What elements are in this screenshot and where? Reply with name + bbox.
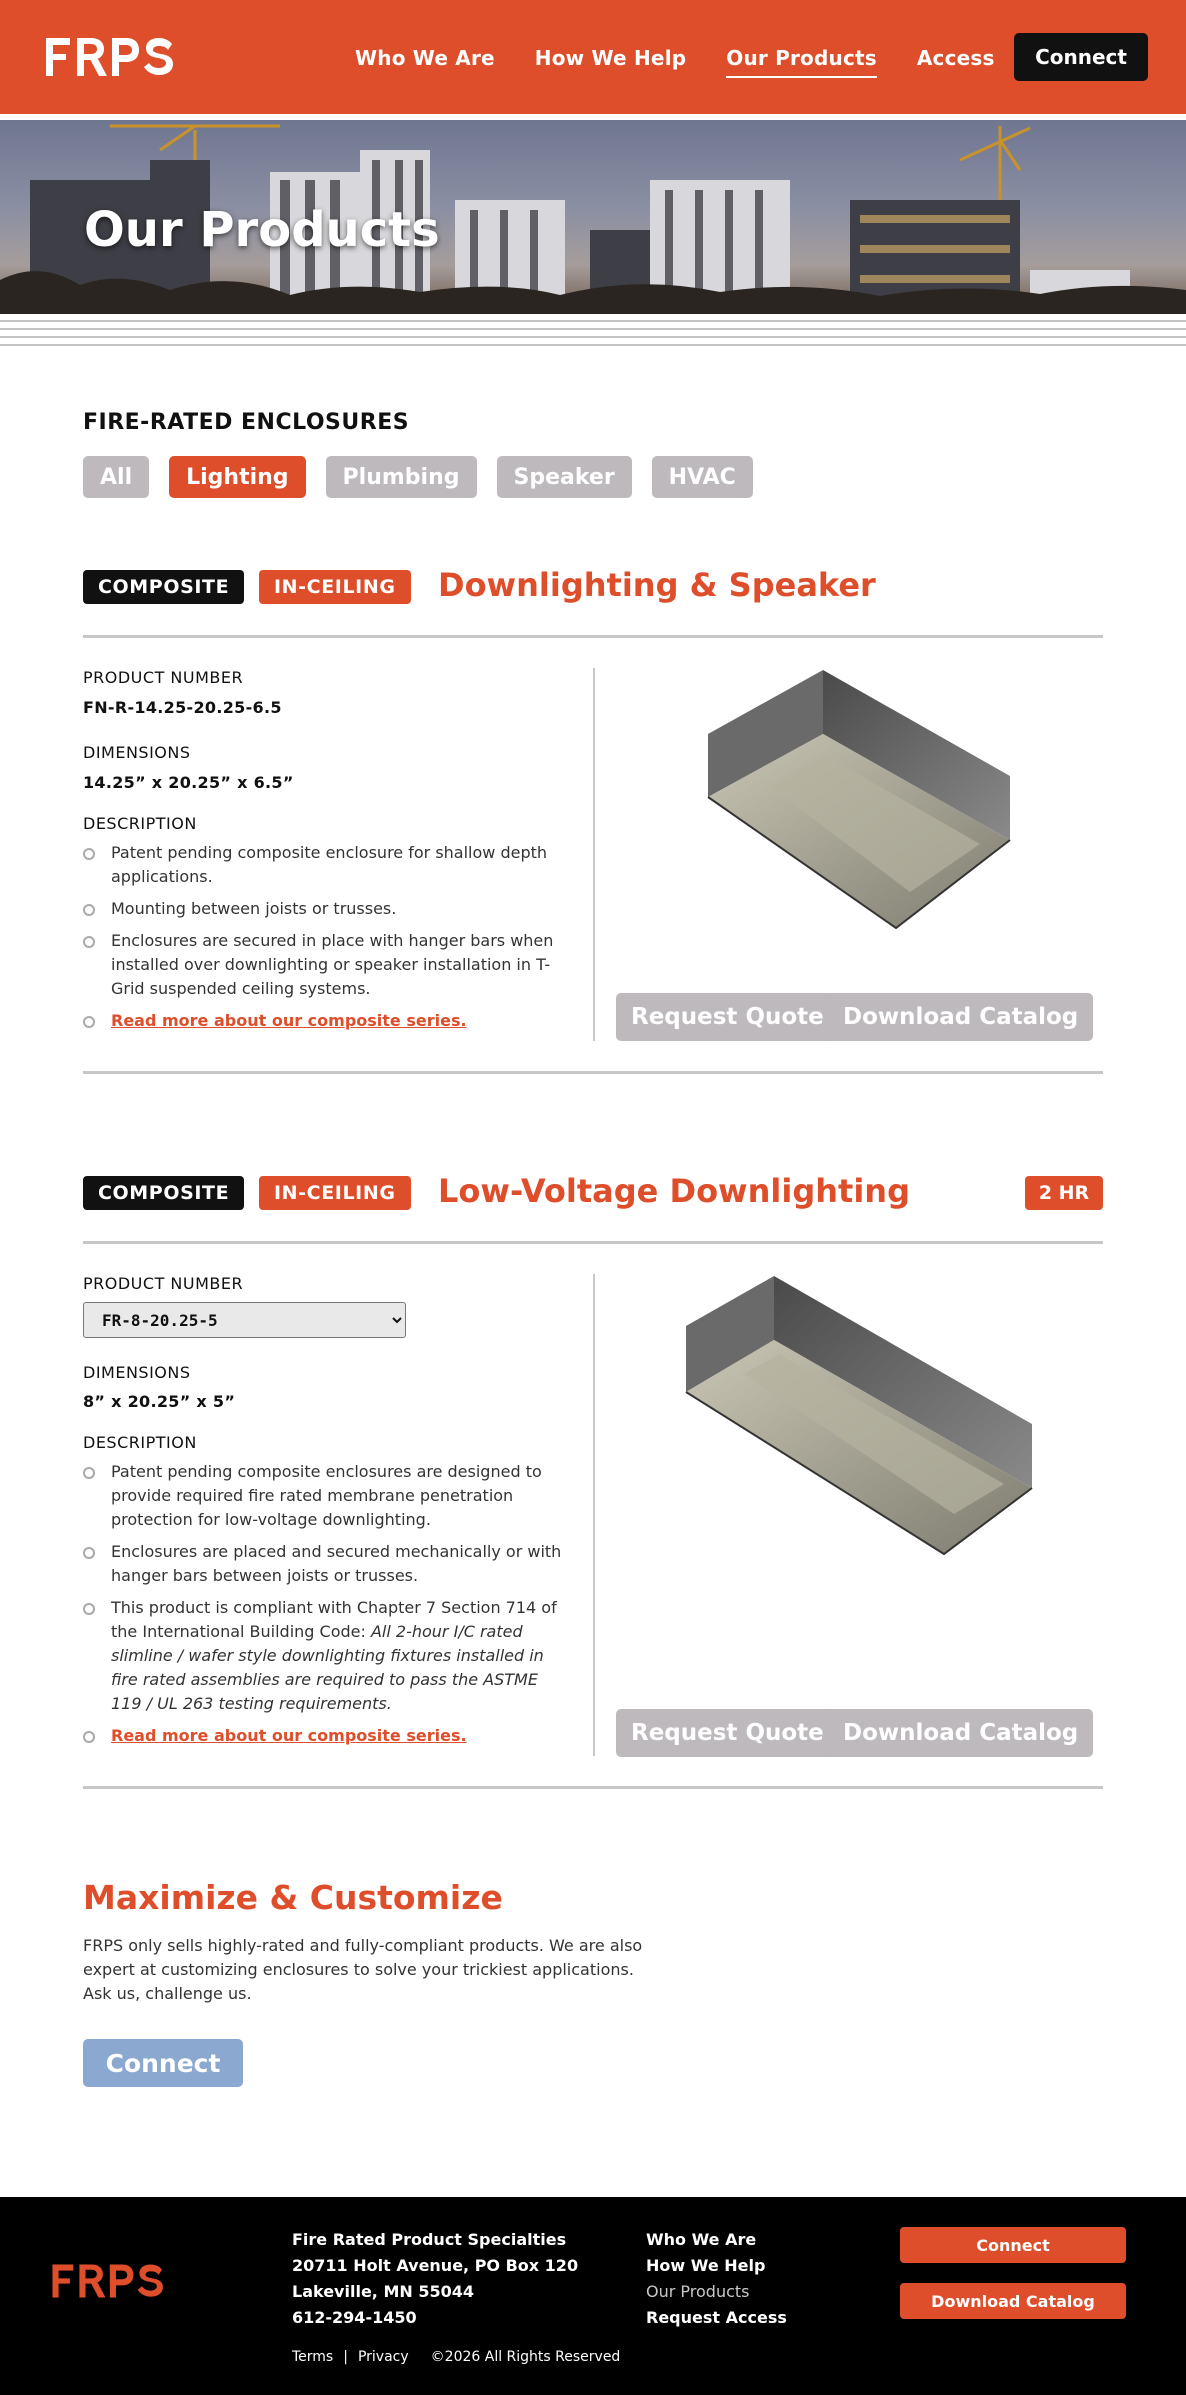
bullet-icon <box>83 1467 95 1479</box>
terms-link[interactable]: Terms <box>292 2349 334 2365</box>
hero-title: Our Products <box>84 202 440 258</box>
download-catalog-button[interactable]: Download Catalog <box>828 993 1093 1041</box>
main-nav <box>355 46 995 78</box>
privacy-link[interactable]: Privacy <box>357 2349 409 2365</box>
list-item: Enclosures are secured in place with hanger bars when installed over downlighting or speaker installation in T-Grid suspended ceiling systems. <box>83 929 563 1001</box>
divider <box>83 1786 1103 1789</box>
dimensions-value: 8” x 20.25” x 5” <box>83 1392 236 1411</box>
dimensions-label: DIMENSIONS <box>83 1363 191 1382</box>
hero-banner <box>0 120 1186 314</box>
divider <box>83 1071 1103 1074</box>
filter-lighting[interactable]: Lighting <box>169 456 305 498</box>
description-list <box>83 841 563 1041</box>
footer-address <box>292 2227 578 2331</box>
read-more-link[interactable]: Read more about our composite series. <box>111 1726 467 1745</box>
bullet-icon <box>83 904 95 916</box>
filter-all[interactable]: All <box>83 456 149 498</box>
bullet-icon <box>83 936 95 948</box>
list-item: Patent pending composite enclosure for shallow depth applications. <box>83 841 563 889</box>
footer-link-request-access[interactable]: Request Access <box>646 2308 787 2327</box>
fire-rating-badge: 2 HR <box>1025 1176 1103 1210</box>
site-header <box>0 0 1186 114</box>
footer-links <box>646 2227 787 2331</box>
nav-our-products[interactable]: Our Products <box>726 46 877 78</box>
nav-who-we-are[interactable]: Who We Are <box>355 46 495 70</box>
footer-link-how-we-help[interactable]: How We Help <box>646 2256 766 2275</box>
nav-access[interactable]: Access <box>916 46 995 70</box>
footer-legal <box>292 2349 620 2365</box>
enclosure-box-icon <box>700 666 1020 932</box>
list-item: Enclosures are placed and secured mechanically or with hanger bars between joists or trusses. <box>83 1540 563 1588</box>
product-number-label: PRODUCT NUMBER <box>83 668 244 687</box>
phone-number[interactable]: 612-294-1450 <box>292 2308 417 2327</box>
product-number-label: PRODUCT NUMBER <box>83 1274 244 1293</box>
frps-logo[interactable] <box>46 34 176 80</box>
download-catalog-button[interactable]: Download Catalog <box>828 1709 1093 1757</box>
street-address: 20711 Holt Avenue, PO Box 120 <box>292 2256 579 2275</box>
footer-download-catalog-button[interactable]: Download Catalog <box>900 2283 1126 2319</box>
tag-composite: COMPOSITE <box>83 1176 244 1210</box>
filter-speaker[interactable]: Speaker <box>497 456 632 498</box>
separator: | <box>343 2349 348 2365</box>
list-item: Mounting between joists or trusses. <box>83 897 563 921</box>
list-item: This product is compliant with Chapter 7 Section 714 of the International Building Code: All 2-hour I/C rated slimline / wafer style downlighting fixtures installed in fire rated assemblies are required to pass the ASTME 119 / UL 263 testing requirements. <box>83 1596 563 1716</box>
maximize-text: FRPS only sells highly-rated and fully-compliant products. We are also expert at customizing enclosures to solve your trickiest applications. Ask us, challenge us. <box>83 1936 643 2003</box>
maximize-title: Maximize & Customize <box>83 1878 503 1917</box>
tag-composite: COMPOSITE <box>83 570 244 604</box>
description-label: DESCRIPTION <box>83 1433 197 1452</box>
filter-hvac[interactable]: HVAC <box>652 456 753 498</box>
section-title: FIRE-RATED ENCLOSURES <box>83 410 410 435</box>
product-title: Downlighting & Speaker <box>438 566 876 604</box>
list-item: Patent pending composite enclosures are designed to provide required fire rated membrane penetration protection for low-voltage downlighting. <box>83 1460 563 1532</box>
dimensions-value: 14.25” x 20.25” x 6.5” <box>83 773 294 792</box>
enclosure-box-icon <box>684 1274 1034 1558</box>
bullet-icon <box>83 848 95 860</box>
product-number-select[interactable] <box>83 1302 406 1338</box>
request-quote-button[interactable]: Request Quote <box>616 993 839 1041</box>
copyright: ©2026 All Rights Reserved <box>430 2349 621 2365</box>
divider <box>83 1241 1103 1244</box>
product-number: FN-R-14.25-20.25-6.5 <box>83 698 282 717</box>
site-footer <box>0 2197 1186 2395</box>
company-name: Fire Rated Product Specialties <box>292 2230 567 2249</box>
list-item <box>83 1009 563 1033</box>
bullet-icon <box>83 1731 95 1743</box>
divider <box>83 635 1103 638</box>
bullet-icon <box>83 1547 95 1559</box>
column-divider <box>593 668 595 1041</box>
footer-link-who-we-are[interactable]: Who We Are <box>646 2230 757 2249</box>
request-quote-button[interactable]: Request Quote <box>616 1709 839 1757</box>
category-filters <box>83 456 753 498</box>
column-divider <box>593 1274 595 1756</box>
filter-plumbing[interactable]: Plumbing <box>326 456 477 498</box>
maximize-connect-button[interactable]: Connect <box>83 2039 243 2087</box>
tag-in-ceiling: IN-CEILING <box>259 1176 411 1210</box>
city-state-zip: Lakeville, MN 55044 <box>292 2282 474 2301</box>
footer-link-our-products[interactable]: Our Products <box>646 2282 750 2301</box>
footer-connect-button[interactable]: Connect <box>900 2227 1126 2263</box>
nav-how-we-help[interactable]: How We Help <box>534 46 687 70</box>
read-more-link[interactable]: Read more about our composite series. <box>111 1011 467 1030</box>
header-connect-button[interactable]: Connect <box>1014 33 1148 81</box>
product-title: Low-Voltage Downlighting <box>438 1172 910 1210</box>
tag-in-ceiling: IN-CEILING <box>259 570 411 604</box>
description-list <box>83 1460 563 1756</box>
bullet-icon <box>83 1016 95 1028</box>
dimensions-label: DIMENSIONS <box>83 743 191 762</box>
frps-footer-logo[interactable] <box>46 2261 172 2301</box>
description-label: DESCRIPTION <box>83 814 197 833</box>
list-item <box>83 1724 563 1748</box>
bullet-icon <box>83 1603 95 1615</box>
decorative-stripes <box>0 320 1186 348</box>
